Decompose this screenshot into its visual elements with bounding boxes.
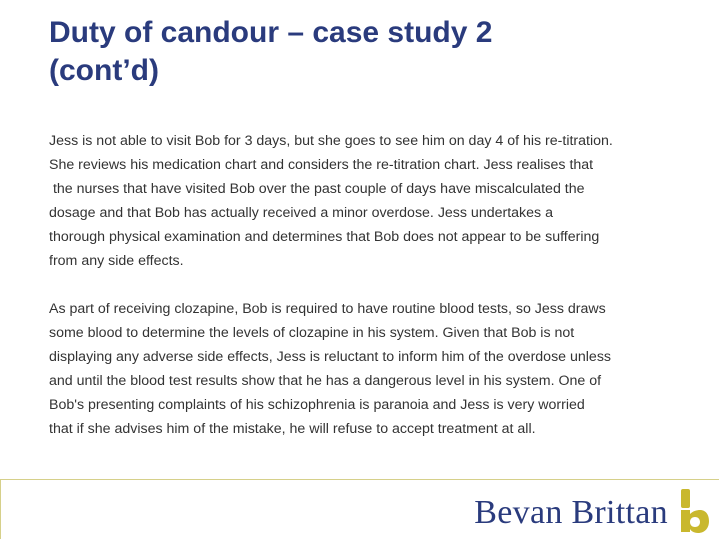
title-line: (cont’d) (49, 54, 159, 87)
text-line: some blood to determine the levels of clozapine in his system. Given that Bob is not (49, 325, 575, 341)
slide-body (49, 129, 709, 441)
logo-wordmark: Bevan Brittan (474, 494, 668, 531)
text-line: thorough physical examination and determines that Bob does not appear to be suffering (49, 229, 600, 245)
slide-title (49, 14, 689, 90)
bevan-brittan-logo (474, 485, 710, 533)
text-line: Bob's presenting complaints of his schizophrenia is paranoia and Jess is very worried (49, 397, 585, 413)
text-line: that if she advises him of the mistake, he will refuse to accept treatment at all. (49, 421, 536, 437)
text-line: and until the blood test results show that he has a dangerous level in his system. One of (49, 373, 602, 389)
text-line: the nurses that have visited Bob over the past couple of days have miscalculated the (49, 181, 585, 197)
text-line: Jess is not able to visit Bob for 3 days, but she goes to see him on day 4 of his re-titration. (49, 133, 613, 149)
title-line: Duty of candour – case study 2 (49, 16, 493, 49)
text-line: dosage and that Bob has actually received a minor overdose. Jess undertakes a (49, 205, 553, 221)
paragraph-2 (49, 297, 709, 441)
text-line: displaying any adverse side effects, Jess is reluctant to inform him of the overdose unless (49, 349, 612, 365)
bevan-brittan-b-mark-icon (680, 489, 710, 533)
text-line: She reviews his medication chart and considers the re-titration chart. Jess realises that (49, 157, 594, 173)
paragraph-1 (49, 129, 709, 273)
text-line: As part of receiving clozapine, Bob is required to have routine blood tests, so Jess draws (49, 301, 606, 317)
text-line: from any side effects. (49, 253, 184, 269)
